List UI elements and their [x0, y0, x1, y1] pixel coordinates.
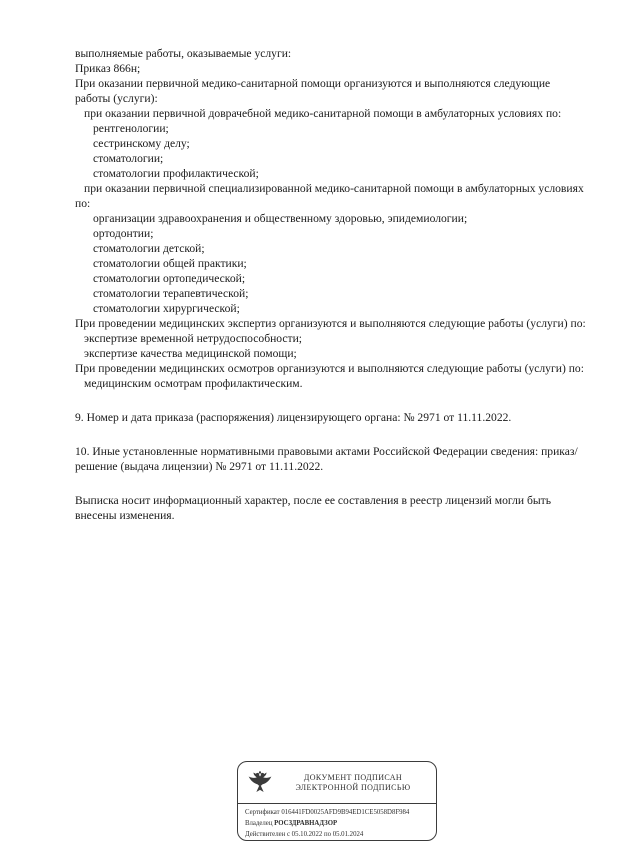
document-line: рентгенологии; [93, 122, 169, 135]
document-line: Приказ 866н; [75, 62, 141, 75]
document-line: стоматологии профилактической; [93, 167, 259, 180]
stamp-title-line2: ЭЛЕКТРОННОЙ ПОДПИСЬЮ [295, 783, 411, 792]
document-line: стоматологии; [93, 152, 164, 165]
owner-value: РОСЗДРАВНАДЗОР [274, 820, 338, 827]
certificate-label: Сертификат [245, 809, 280, 816]
stamp-details [238, 807, 436, 840]
document-line: 9. Номер и дата приказа (распоряжения) лицензирующего органа: № 2971 от 11.11.2022. [75, 411, 512, 424]
document-line: стоматологии терапевтической; [93, 287, 249, 300]
owner-line [245, 818, 429, 829]
certificate-line [245, 807, 429, 818]
document-line: сестринскому делу; [93, 137, 190, 150]
document-line: экспертизе временной нетрудоспособности; [84, 332, 303, 345]
document-line: ортодонтии; [93, 227, 154, 240]
document-body [75, 46, 587, 523]
document-line: стоматологии ортопедической; [93, 272, 246, 285]
validity-label: Действителен [245, 831, 286, 838]
document-line: при оказании первичной специализированной медико-санитарной помощи в амбулаторных условиях по: [75, 182, 584, 210]
document-line: При проведении медицинских осмотров организуются и выполняются следующие работы (услуги) по: [75, 362, 584, 375]
document-line: При проведении медицинских экспертиз организуются и выполняются следующие работы (услуги) по: [75, 317, 586, 330]
validity-value: с 05.10.2022 по 05.01.2024 [286, 831, 364, 838]
signature-stamp [237, 761, 437, 841]
stamp-title-line1: ДОКУМЕНТ ПОДПИСАН [303, 772, 403, 782]
stamp-title [276, 773, 430, 794]
document-line: 10. Иные установленные нормативными правовыми актами Российской Федерации сведения: приказ/решение (выдача лицензии) № 2971 от 11.11.2022. [75, 445, 578, 473]
document-line: стоматологии хирургической; [93, 302, 240, 315]
coat-of-arms-icon [244, 770, 276, 796]
document-line: стоматологии детской; [93, 242, 205, 255]
document-line: При оказании первичной медико-санитарной помощи организуются и выполняются следующие работы (услуги): [75, 77, 551, 105]
certificate-value: 016441FD0025AFD9B94ED1CE5058D8F984 [281, 809, 410, 816]
document-line: выполняемые работы, оказываемые услуги: [75, 47, 292, 60]
document-line: экспертизе качества медицинской помощи; [84, 347, 297, 360]
stamp-divider [238, 803, 436, 804]
owner-label: Владелец [245, 820, 273, 827]
document-line: при оказании первичной доврачебной медико-санитарной помощи в амбулаторных условиях по: [84, 107, 562, 120]
validity-line [245, 829, 429, 840]
document-line: Выписка носит информационный характер, после ее составления в реестр лицензий могли быть внесены изменения. [75, 494, 551, 522]
stamp-header [238, 762, 436, 802]
document-line: медицинским осмотрам профилактическим. [84, 377, 303, 390]
document-line: организации здравоохранения и общественному здоровью, эпидемиологии; [93, 212, 468, 225]
document-line: стоматологии общей практики; [93, 257, 247, 270]
